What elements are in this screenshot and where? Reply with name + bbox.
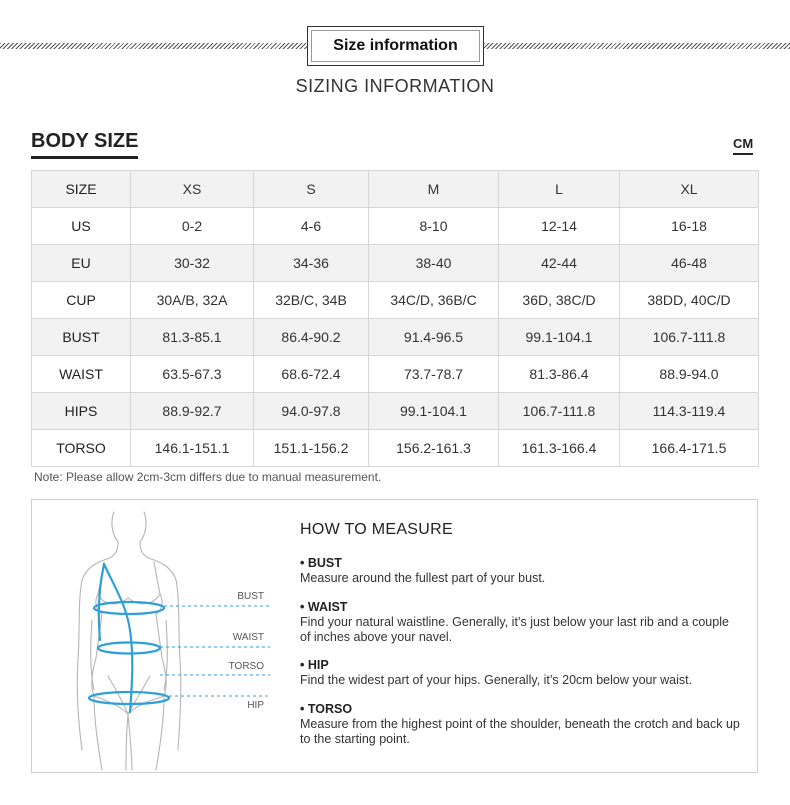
unit-label: CM	[733, 136, 753, 155]
waist-tape	[98, 643, 160, 654]
body-figure-illustration	[32, 500, 292, 772]
tip-hip	[300, 658, 740, 688]
row-label: EU	[32, 245, 131, 282]
row-label: TORSO	[32, 430, 131, 467]
size-table	[31, 170, 759, 467]
table-row	[32, 430, 759, 467]
table-row	[32, 319, 759, 356]
how-to-measure-title: HOW TO MEASURE	[300, 521, 453, 538]
tip-bust	[300, 556, 740, 586]
header-hatch-right	[484, 43, 790, 49]
table-cell: 68.6-72.4	[254, 356, 369, 393]
table-cell: 38-40	[369, 245, 499, 282]
table-cell: 91.4-96.5	[369, 319, 499, 356]
table-header-row	[32, 171, 759, 208]
page-title: Size information	[311, 30, 480, 62]
tip-title: • WAIST	[300, 600, 348, 614]
figure-label-hip: HIP	[247, 700, 264, 711]
table-row	[32, 208, 759, 245]
table-cell: 4-6	[254, 208, 369, 245]
tip-title: • TORSO	[300, 702, 353, 716]
measurement-note: Note: Please allow 2cm-3cm differs due to manual measurement.	[34, 470, 382, 484]
table-cell: 151.1-156.2	[254, 430, 369, 467]
table-cell: 38DD, 40C/D	[620, 282, 759, 319]
body-outline	[77, 512, 181, 770]
body-size-heading: BODY SIZE	[31, 129, 138, 159]
tip-title: • BUST	[300, 556, 342, 570]
table-cell: 166.4-171.5	[620, 430, 759, 467]
table-cell: 146.1-151.1	[131, 430, 254, 467]
tip-text: Measure around the fullest part of your bust.	[300, 571, 546, 585]
table-cell: 16-18	[620, 208, 759, 245]
column-header: M	[369, 171, 499, 208]
table-row	[32, 245, 759, 282]
tip-title: • HIP	[300, 658, 329, 672]
title-box	[307, 26, 484, 66]
table-cell: 0-2	[131, 208, 254, 245]
table-cell: 86.4-90.2	[254, 319, 369, 356]
header-hatch-left	[0, 43, 307, 49]
row-label: HIPS	[32, 393, 131, 430]
row-label: BUST	[32, 319, 131, 356]
row-label: CUP	[32, 282, 131, 319]
tip-text: Find your natural waistline. Generally, it’s just below your last rib and a couple of inches above your navel.	[300, 615, 729, 644]
figure-label-waist: WAIST	[232, 632, 264, 643]
tip-waist	[300, 600, 740, 645]
column-header: XL	[620, 171, 759, 208]
table-cell: 30-32	[131, 245, 254, 282]
table-cell: 99.1-104.1	[369, 393, 499, 430]
how-to-measure-panel	[31, 499, 758, 773]
table-cell: 88.9-94.0	[620, 356, 759, 393]
tip-torso	[300, 702, 740, 747]
bust-tape	[94, 602, 164, 614]
table-cell: 106.7-111.8	[499, 393, 620, 430]
table-cell: 32B/C, 34B	[254, 282, 369, 319]
table-cell: 114.3-119.4	[620, 393, 759, 430]
page-subtitle: SIZING INFORMATION	[295, 76, 495, 96]
table-row	[32, 356, 759, 393]
table-cell: 99.1-104.1	[499, 319, 620, 356]
column-header: XS	[131, 171, 254, 208]
table-cell: 94.0-97.8	[254, 393, 369, 430]
column-header: S	[254, 171, 369, 208]
row-label: WAIST	[32, 356, 131, 393]
table-cell: 30A/B, 32A	[131, 282, 254, 319]
tip-text: Measure from the highest point of the shoulder, beneath the crotch and back up to the starting point.	[300, 717, 740, 746]
table-cell: 73.7-78.7	[369, 356, 499, 393]
table-cell: 81.3-86.4	[499, 356, 620, 393]
table-cell: 156.2-161.3	[369, 430, 499, 467]
table-cell: 42-44	[499, 245, 620, 282]
guide-lines	[160, 606, 270, 696]
table-cell: 8-10	[369, 208, 499, 245]
tip-text: Find the widest part of your hips. Generally, it’s 20cm below your waist.	[300, 673, 693, 687]
column-header: L	[499, 171, 620, 208]
row-label: US	[32, 208, 131, 245]
table-cell: 36D, 38C/D	[499, 282, 620, 319]
table-cell: 161.3-166.4	[499, 430, 620, 467]
table-cell: 12-14	[499, 208, 620, 245]
table-cell: 34C/D, 36B/C	[369, 282, 499, 319]
measuring-tape	[89, 564, 169, 712]
table-cell: 46-48	[620, 245, 759, 282]
table-cell: 81.3-85.1	[131, 319, 254, 356]
table-cell: 106.7-111.8	[620, 319, 759, 356]
table-cell: 63.5-67.3	[131, 356, 254, 393]
torso-tape-side	[99, 564, 104, 640]
figure-label-bust: BUST	[237, 591, 264, 602]
figure-label-torso: TORSO	[228, 661, 264, 672]
table-row	[32, 393, 759, 430]
column-header: SIZE	[32, 171, 131, 208]
table-cell: 34-36	[254, 245, 369, 282]
table-row	[32, 282, 759, 319]
table-cell: 88.9-92.7	[131, 393, 254, 430]
torso-tape-front	[104, 564, 132, 712]
